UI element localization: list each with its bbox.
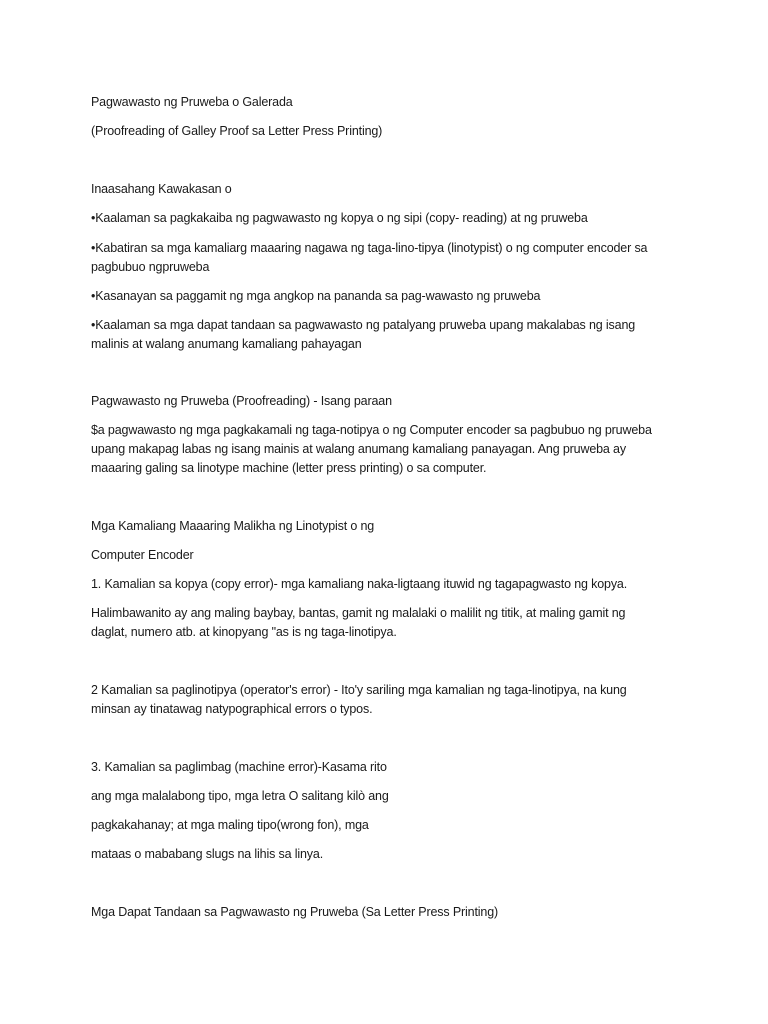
paragraph-line: minsan ay tinatawag natypographical errors o typos.	[91, 702, 373, 716]
paragraph-line: maaaring galing sa linotype machine (letter press printing) o sa computer.	[91, 461, 487, 475]
objective-item: •Kaalaman sa mga dapat tandaan sa pagwawasto ng patalyang pruweba upang makalabas ng isang	[91, 318, 636, 332]
objectives-heading: Inaasahang Kawakasan o	[91, 182, 232, 196]
paragraph-line: $a pagwawasto ng mga pagkakamali ng taga-notipya o ng Computer encoder sa pagbubuo ng pruweba	[91, 423, 652, 437]
list-item: 2 Kamalian sa paglinotipya (operator's error) - Ito'y sariling mga kamalian ng taga-linotipya, na kung	[91, 683, 627, 697]
objective-item: •Kasanayan sa paggamit ng mga angkop na pananda sa pag-wawasto ng pruweba	[91, 289, 541, 303]
objective-item: •Kaalaman sa pagkakaiba ng pagwawasto ng kopya o ng sipi (copy- reading) at ng pruweba	[91, 211, 588, 225]
objective-item-continuation: malinis at walang anumang kamaliang pahayagan	[91, 337, 362, 351]
objective-item: •Kabatiran sa mga kamaliarg maaaring nagawa ng taga-lino-tipya (linotypist) o ng computer encoder sa	[91, 241, 648, 255]
document-title: Pagwawasto ng Pruweba o Galerada	[91, 95, 293, 109]
objective-item-continuation: pagbubuo ngpruweba	[91, 260, 210, 274]
paragraph-line: mataas o mababang slugs na lihis sa linya.	[91, 847, 324, 861]
list-item: 1. Kamalian sa kopya (copy error)- mga kamaliang naka-ligtaang ituwid ng tagapagwasto ng kopya.	[91, 577, 628, 591]
paragraph-line: upang makapag labas ng isang mainis at walang anumang kamaliang panayagan. Ang pruweba ay	[91, 442, 626, 456]
section-heading: Pagwawasto ng Pruweba (Proofreading) - Isang paraan	[91, 394, 392, 408]
list-item: 3. Kamalian sa paglimbag (machine error)-Kasama rito	[91, 760, 387, 774]
section-heading-continuation: Computer Encoder	[91, 548, 194, 562]
paragraph-line: daglat, numero atb. at kinopyang "as is ng taga-linotipya.	[91, 625, 397, 639]
section-heading: Mga Dapat Tandaan sa Pagwawasto ng Pruweba (Sa Letter Press Printing)	[91, 905, 499, 919]
paragraph-line: ang mga malalabong tipo, mga letra O salitang kilò ang	[91, 789, 389, 803]
paragraph-line: pagkakahanay; at mga maling tipo(wrong fon), mga	[91, 818, 369, 832]
paragraph-line: Halimbawanito ay ang maling baybay, bantas, gamit ng malalaki o malilit ng titik, at maling gamit ng	[91, 606, 626, 620]
section-heading: Mga Kamaliang Maaaring Malikha ng Linotypist o ng	[91, 519, 375, 533]
document-subtitle: (Proofreading of Galley Proof sa Letter Press Printing)	[91, 124, 383, 138]
